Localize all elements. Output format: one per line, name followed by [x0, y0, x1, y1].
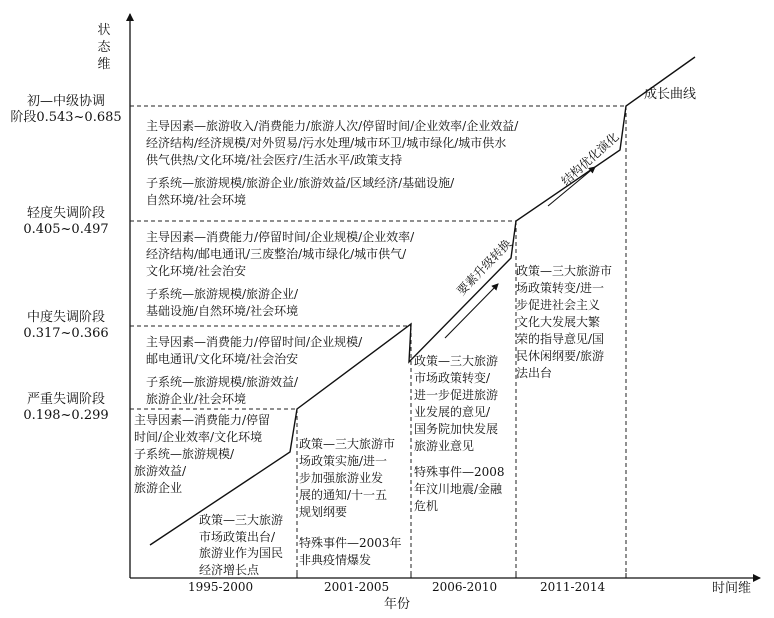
factor-line: 旅游效益/ — [134, 464, 187, 478]
event-2011-policy — [516, 263, 612, 382]
event-line: 年汶川地震/金融 — [414, 482, 503, 496]
period-label-2: 2001-2005 — [324, 580, 390, 594]
factor-line: 文化环境/社会治安 — [146, 264, 247, 278]
factor-line: 子系统—旅游规模/ — [134, 447, 235, 461]
stage-label-2 — [6, 206, 126, 238]
upgrade-arrow-label: 要素升级转换 — [454, 236, 515, 299]
event-line: 危机 — [414, 499, 439, 513]
stage-label-4-line1: 严重失调阶段 — [26, 392, 105, 407]
factor-line: 经济结构/邮电通讯/三废整治/城市绿化/城市供气/ — [146, 247, 407, 261]
event-line: 市场政策转变/ — [414, 371, 491, 385]
stage-label-2-line2: 0.405~0.497 — [23, 222, 109, 237]
factors-stage-2 — [146, 229, 414, 320]
event-line: 旅游业意见 — [414, 439, 475, 453]
factor-line: 邮电通讯/文化环境/社会治安 — [146, 352, 299, 366]
event-line: 政策—三大旅游 — [199, 513, 284, 527]
x-axis-title: 年份 — [384, 597, 411, 612]
event-1995-policy — [199, 512, 283, 578]
event-line: 非典疫情爆发 — [299, 553, 372, 567]
factor-line: 主导因素—消费能力/停留 — [134, 413, 271, 427]
factors-stage-4 — [134, 412, 270, 497]
x-axis-label: 时间维 — [712, 581, 752, 596]
event-line: 法出台 — [516, 366, 553, 380]
event-line: 步促进社会主义 — [516, 298, 601, 312]
event-2001-special — [299, 535, 402, 569]
event-line: 政策—三大旅游市 — [516, 264, 613, 278]
stage-label-3-line2: 0.317~0.366 — [23, 326, 109, 341]
stage-label-4-line2: 0.198~0.299 — [23, 408, 109, 423]
stage-label-3-line1: 中度失调阶段 — [26, 310, 105, 325]
event-line: 政策—三大旅游市 — [299, 437, 396, 451]
event-line: 荣的指导意见/国 — [516, 332, 605, 346]
event-line: 进一步促进旅游 — [414, 388, 499, 402]
factors-stage-3 — [146, 334, 362, 408]
event-line: 国务院加快发展 — [414, 422, 499, 436]
optimize-arrow-label: 结构优化演化 — [558, 129, 622, 189]
stage-label-4 — [6, 392, 126, 424]
event-line: 展的通知/十一五 — [299, 488, 388, 502]
event-line: 市场政策出台/ — [199, 529, 276, 544]
stage-label-1-line1: 初—中级协调 — [26, 94, 105, 109]
period-ticks — [297, 573, 626, 578]
event-line: 民休闲纲要/旅游 — [516, 349, 605, 363]
factor-line: 基础设施/自然环境/社会环境 — [146, 304, 299, 318]
period-label-4: 2011-2014 — [540, 580, 606, 594]
event-line: 经济增长点 — [199, 562, 260, 577]
growth-curve-label: 成长曲线 — [644, 87, 697, 102]
event-line: 旅游业作为国民 — [199, 546, 284, 560]
y-axis-label-text: 状态维 — [97, 23, 111, 72]
event-line: 规划纲要 — [299, 505, 348, 519]
factor-line: 子系统—旅游规模/旅游企业/旅游效益/区域经济/基础设施/ — [146, 176, 455, 190]
event-2001-policy — [299, 436, 395, 521]
factor-line: 主导因素—旅游收入/消费能力/旅游人次/停留时间/企业效率/企业效益/ — [146, 119, 519, 133]
factor-line: 经济结构/经济规模/对外贸易/污水处理/城市环卫/城市绿化/城市供水 — [146, 136, 507, 150]
factor-line: 主导因素—消费能力/停留时间/企业规模/企业效率/ — [146, 230, 415, 244]
factor-line: 自然环境/社会环境 — [146, 193, 247, 207]
stage-label-1 — [6, 94, 126, 126]
stage-label-1-line2: 阶段0.543~0.685 — [10, 110, 122, 125]
factor-line: 子系统—旅游规模/旅游效益/ — [146, 375, 299, 389]
event-line: 业发展的意见/ — [414, 405, 491, 419]
factor-line: 子系统—旅游规模/旅游企业/ — [146, 287, 299, 301]
factor-line: 旅游企业 — [134, 481, 183, 495]
factor-line: 时间/企业效率/文化环境 — [134, 430, 263, 444]
event-line: 特殊事件—2008 — [414, 465, 505, 479]
event-line: 步加强旅游业发 — [299, 471, 384, 485]
event-line: 场政策实施/进一 — [299, 454, 388, 468]
event-line: 特殊事件—2003年 — [299, 536, 402, 550]
event-2006-policy — [414, 353, 498, 455]
period-label-1: 1995-2000 — [188, 580, 254, 594]
period-label-3: 2006-2010 — [432, 580, 498, 594]
stage-label-3 — [6, 310, 126, 342]
stage-label-2-line1: 轻度失调阶段 — [26, 206, 105, 221]
event-line: 文化大发展大繁 — [516, 315, 601, 329]
factor-line: 旅游企业/社会环境 — [146, 392, 247, 406]
upgrade-arrow — [445, 284, 498, 338]
factors-stage-1 — [146, 118, 518, 209]
factor-line: 供气供热/文化环境/社会医疗/生活水平/政策支持 — [146, 153, 403, 167]
event-2006-special — [414, 464, 505, 515]
event-line: 政策—三大旅游 — [414, 354, 499, 368]
y-axis-label — [82, 22, 126, 73]
factor-line: 主导因素—消费能力/停留时间/企业规模/ — [146, 335, 363, 349]
event-line: 场政策转变/进一 — [516, 281, 605, 295]
